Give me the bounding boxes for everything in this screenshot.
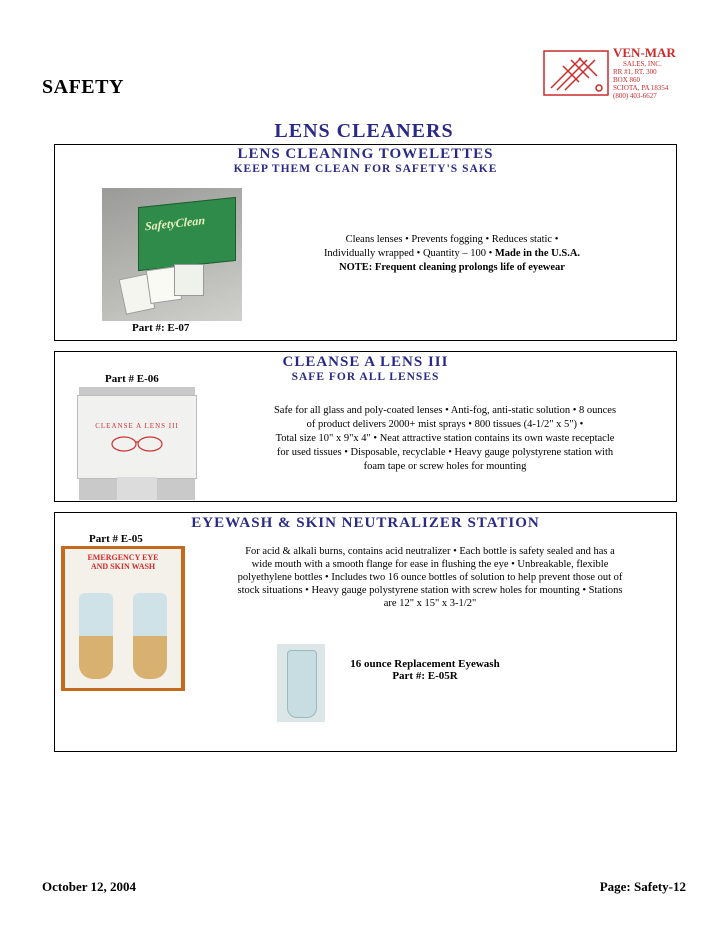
product-title: CLEANSE A LENS III — [282, 354, 449, 370]
product-title: LENS CLEANING TOWELETTES — [237, 146, 494, 162]
section-title: SAFETY — [42, 76, 124, 98]
logo-mark-icon — [543, 50, 609, 96]
product-title: EYEWASH & SKIN NEUTRALIZER STATION — [191, 515, 540, 531]
part-number: Part #: E-07 — [132, 322, 190, 334]
desc-line5: are 12" x 15" x 3-1/2" — [383, 598, 477, 609]
product-subtitle: KEEP THEM CLEAN FOR SAFETY'S SAKE — [233, 163, 498, 175]
desc-made-in-usa: Made in the U.S.A. — [494, 248, 581, 259]
desc-line2: of product delivers 2000+ mist sprays • 800 tissues (4-1/2" x 5") • — [306, 419, 584, 430]
footer-date: October 12, 2004 — [42, 879, 136, 894]
desc-line3: polyethylene bottles • Includes two 16 ounce bottles of solution to help prevent those out of — [237, 572, 623, 583]
station-label: EMERGENCY EYE AND SKIN WASH — [87, 553, 159, 571]
desc-line2: wide mouth with a smooth flange for ease in flushing the eye • Unbreakable, flexible — [251, 559, 609, 570]
company-logo — [543, 46, 703, 98]
replacement-bottle-photo — [277, 644, 325, 722]
desc-line3: Total size 10" x 9"x 4" • Neat attractive station contains its own waste receptacle — [275, 433, 615, 444]
logo-line1: SALES, INC. — [623, 60, 662, 68]
desc-line2: Individually wrapped • Quantity – 100 • — [323, 248, 495, 259]
replacement-label: 16 ounce Replacement Eyewash — [350, 658, 500, 670]
product-photo — [61, 546, 185, 691]
footer-page-number: Page: Safety-12 — [599, 879, 686, 894]
product-card-eyewash — [54, 512, 677, 752]
eyeglasses-icon — [107, 434, 167, 454]
desc-line4: for used tissues • Disposable, recyclable • Heavy gauge polystyrene station with — [276, 447, 614, 458]
desc-line1: Safe for all glass and poly-coated lenses • Anti-fog, anti-static solution • 8 ounces — [273, 405, 617, 416]
part-number: Part # E-05 — [89, 533, 143, 545]
product-photo — [102, 188, 242, 321]
logo-line4: SCIOTA, PA 18354 — [613, 84, 669, 92]
replacement-part-number: Part #: E-05R — [392, 670, 458, 682]
desc-line5: foam tape or screw holes for mounting — [363, 461, 527, 472]
station-label: CLEANSE A LENS III — [95, 422, 179, 430]
page-title: LENS CLEANERS — [274, 120, 454, 142]
desc-line4: stock situations • Heavy gauge polystyrene station with screw holes for mounting • Stations — [237, 585, 623, 596]
product-card-cleanse-a-lens — [54, 351, 677, 502]
product-photo — [79, 387, 195, 500]
desc-note: NOTE: Frequent cleaning prolongs life of eyewear — [339, 262, 565, 273]
logo-line2: RR #1, RT. 300 — [613, 68, 657, 76]
logo-line3: BOX 860 — [613, 76, 641, 84]
desc-line1: For acid & alkali burns, contains acid neutralizer • Each bottle is safety sealed and has a — [245, 546, 615, 557]
product-subtitle: SAFE FOR ALL LENSES — [291, 371, 440, 383]
desc-line1: Cleans lenses • Prevents fogging • Reduces static • — [345, 234, 559, 245]
logo-name: VEN-MAR — [613, 45, 676, 60]
product-card-towelettes — [54, 144, 677, 341]
part-number: Part # E-06 — [105, 373, 159, 385]
logo-line5: (800) 403-6627 — [613, 92, 657, 100]
box-label: SafetyClean — [145, 213, 205, 234]
